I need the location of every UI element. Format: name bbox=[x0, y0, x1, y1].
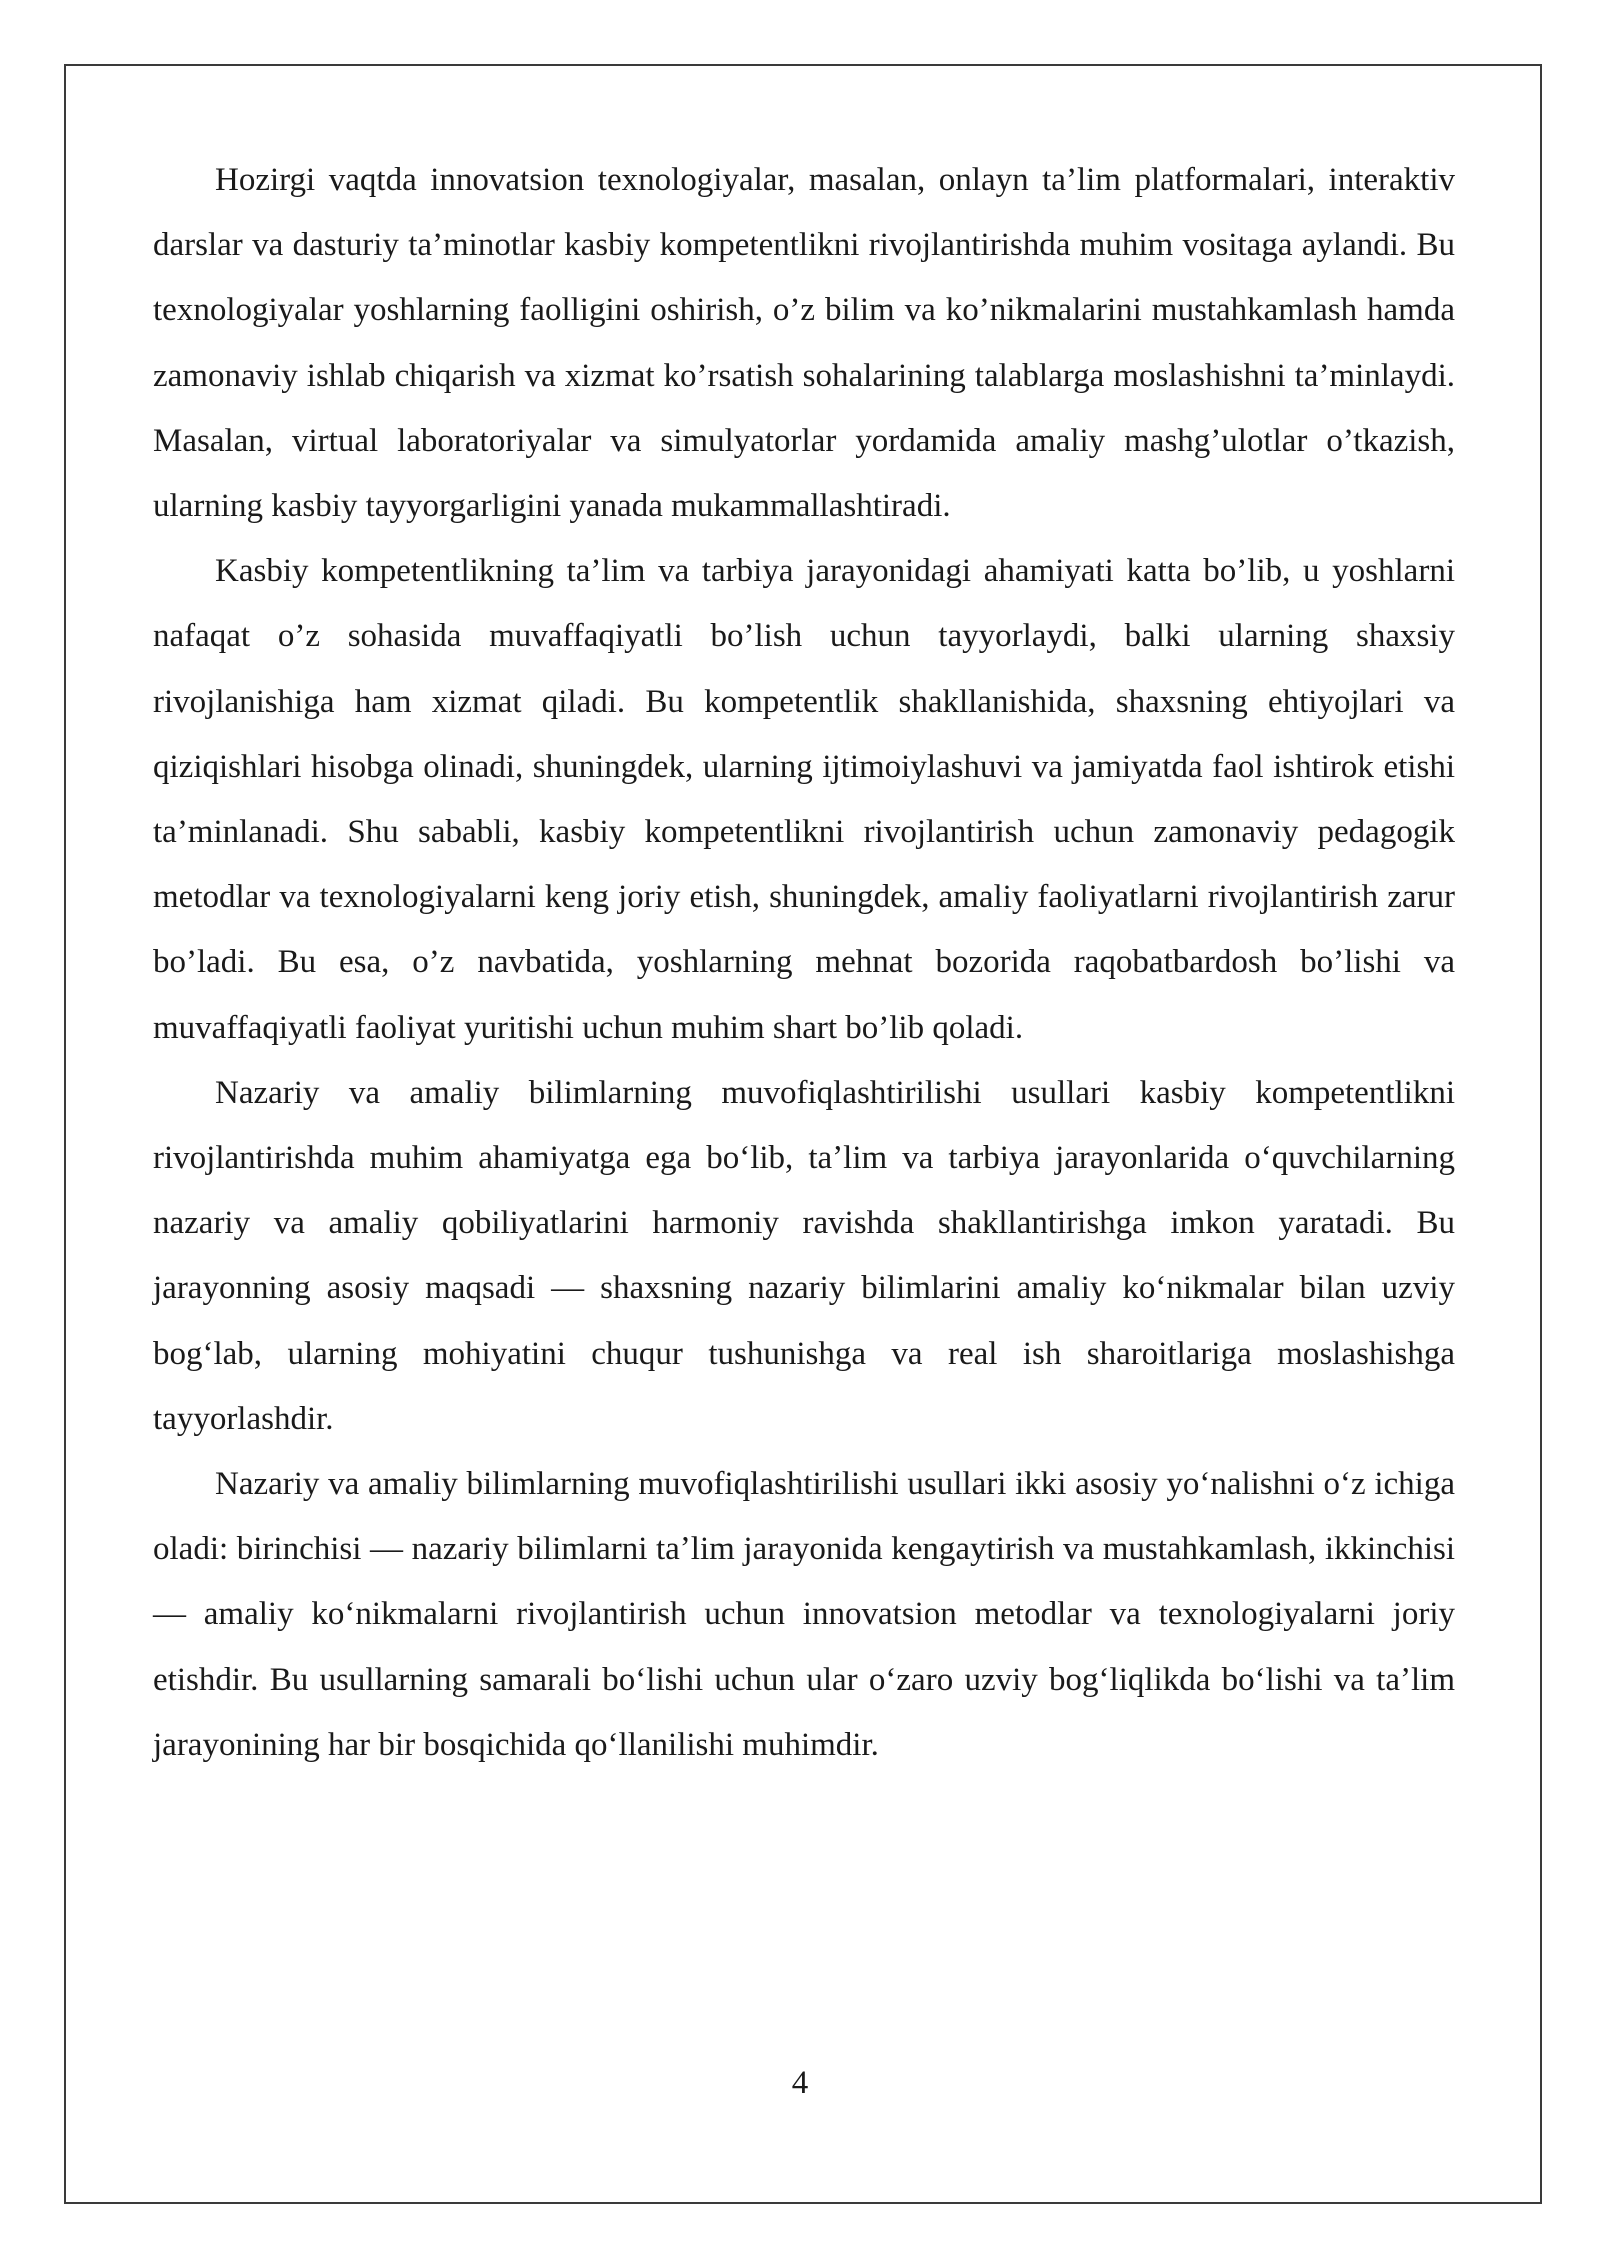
paragraph-4: Nazariy va amaliy bilimlarning muvofiqlashtirilishi usullari ikki asosiy yoʻnalishni oʻz ichiga oladi: birinchisi — nazariy bilimlarni taʼlim jarayonida kengaytirish va mustahkamlash, ikkinchisi — amaliy koʻnikmalarni rivojlantirish uchun innovatsion metodlar va texnologiyalarni joriy etishdir. Bu usullarning samarali boʻlishi uchun ular oʻzaro uzviy bogʻliqlikda boʻlishi va taʼlim jarayonining har bir bosqichida qoʻllanilishi muhimdir. bbox=[153, 1466, 1455, 1763]
document-body bbox=[153, 148, 1455, 1778]
paragraph-1: Hozirgi vaqtda innovatsion texnologiyalar, masalan, onlayn ta’lim platformalari, interaktiv darslar va dasturiy ta’minotlar kasbiy kompetentlikni rivojlantirishda muhim vositaga aylandi. Bu texnologiyalar yoshlarning faolligini oshirish, o’z bilim va ko’nikmalarini mustahkamlash hamda zamonaviy ishlab chiqarish va xizmat ko’rsatish sohalarining talablarga moslashishni ta’minlaydi. Masalan, virtual laboratoriyalar va simulyatorlar yordamida amaliy mashg’ulotlar o’tkazish, ularning kasbiy tayyorgarligini yanada mukammallashtiradi. bbox=[153, 162, 1455, 525]
page-number: 4 bbox=[791, 2065, 809, 2101]
paragraph-3: Nazariy va amaliy bilimlarning muvofiqlashtirilishi usullari kasbiy kompetentlikni rivojlantirishda muhim ahamiyatga ega boʻlib, taʼlim va tarbiya jarayonlarida oʻquvchilarning nazariy va amaliy qobiliyatlarini harmoniy ravishda shakllantirishga imkon yaratadi. Bu jarayonning asosiy maqsadi — shaxsning nazariy bilimlarini amaliy koʻnikmalar bilan uzviy bogʻlab, ularning mohiyatini chuqur tushunishga va real ish sharoitlariga moslashishga tayyorlashdir. bbox=[153, 1074, 1455, 1437]
paragraph-2: Kasbiy kompetentlikning ta’lim va tarbiya jarayonidagi ahamiyati katta bo’lib, u yoshlarni nafaqat o’z sohasida muvaffaqiyatli bo’lish uchun tayyorlaydi, balki ularning shaxsiy rivojlanishiga ham xizmat qiladi. Bu kompetentlik shakllanishida, shaxsning ehtiyojlari va qiziqishlari hisobga olinadi, shuningdek, ularning ijtimoiylashuvi va jamiyatda faol ishtirok etishi ta’minlanadi. Shu sababli, kasbiy kompetentlikni rivojlantirish uchun zamonaviy pedagogik metodlar va texnologiyalarni keng joriy etish, shuningdek, amaliy faoliyatlarni rivojlantirish zarur bo’ladi. Bu esa, o’z navbatida, yoshlarning mehnat bozorida raqobatbardosh bo’lishi va muvaffaqiyatli faoliyat yuritishi uchun muhim shart bo’lib qoladi. bbox=[153, 553, 1455, 1046]
